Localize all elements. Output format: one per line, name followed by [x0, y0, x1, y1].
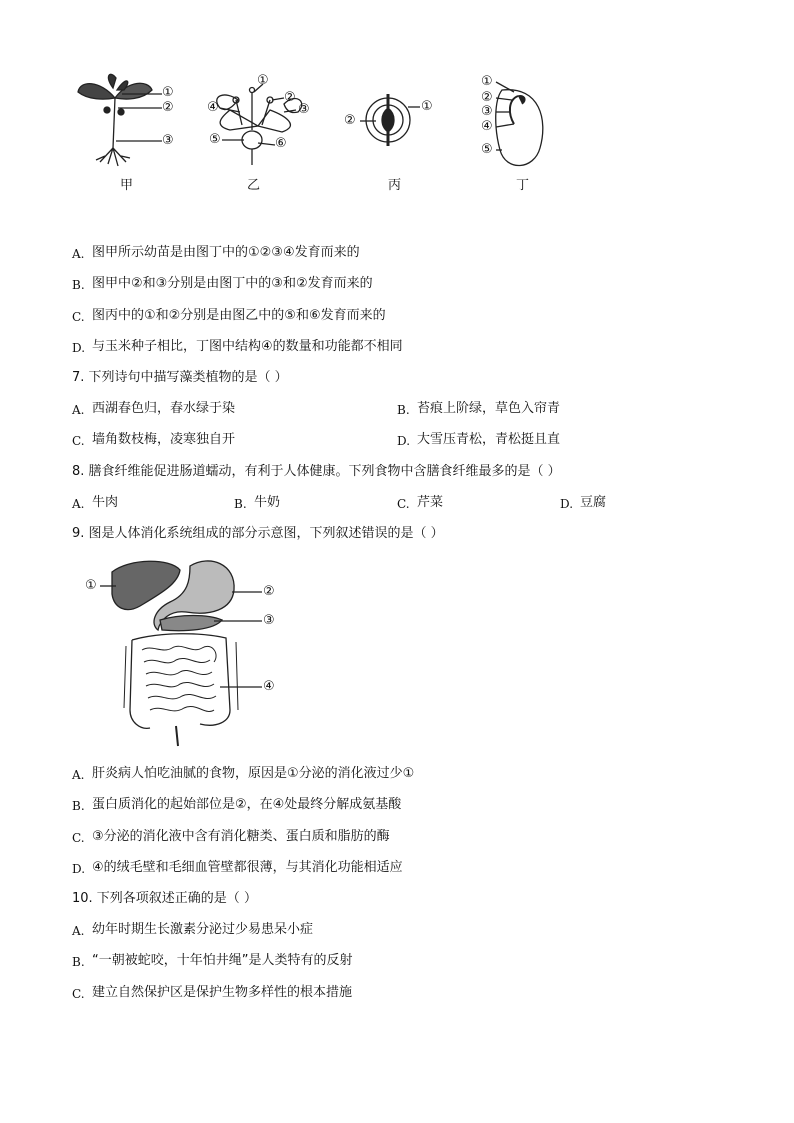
q8-option-d-text: 豆腐	[580, 495, 607, 510]
q7-option-c-key: C.	[72, 434, 85, 448]
seedling-marker-3: ③	[162, 133, 174, 148]
q10-option-b-key: B.	[72, 955, 85, 969]
q9-option-d-text: ④的绒毛壁和毛细血管壁都很薄，与其消化功能相适应	[92, 860, 403, 875]
digestive-marker-4: ④	[263, 679, 275, 694]
q7-option-c-text: 墙角数枝梅，凌寒独自开	[92, 432, 236, 447]
fruit-drawing	[360, 94, 420, 146]
digestive-marker-3: ③	[263, 613, 275, 628]
figure-label-ding: 丁	[516, 178, 530, 193]
seed-drawing	[496, 82, 543, 166]
q10-option-c-key: C.	[72, 987, 85, 1001]
seedling-marker-1: ①	[162, 85, 174, 100]
flower-marker-3: ③	[298, 102, 310, 117]
q6-option-c-text: 图丙中的①和②分别是由图乙中的⑤和⑥发育而来的	[92, 308, 386, 323]
q10-option-c-text: 建立自然保护区是保护生物多样性的根本措施	[92, 985, 353, 1000]
digestive-system-figure	[0, 550, 794, 750]
q7-stem: 7. 下列诗句中描写藻类植物的是（ ）	[72, 370, 288, 385]
digestive-marker-1: ①	[85, 578, 97, 593]
q9-stem: 9. 图是人体消化系统组成的部分示意图，下列叙述错误的是（ ）	[72, 526, 444, 541]
q8-stem: 8. 膳食纤维能促进肠道蠕动，有利于人体健康。下列食物中含膳食纤维最多的是（ ）	[72, 464, 561, 479]
flower-marker-4: ④	[207, 100, 219, 115]
q6-option-b-key: B.	[72, 278, 85, 292]
q8-option-b-text: 牛奶	[254, 495, 281, 510]
q7-option-b-text: 苔痕上阶绿，草色入帘青	[417, 401, 561, 416]
seed-marker-3: ③	[481, 104, 493, 119]
q10-option-a-text: 幼年时期生长激素分泌过少易患呆小症	[92, 922, 314, 937]
q8-option-d-key: D.	[560, 497, 574, 511]
q6-option-d-key: D.	[72, 341, 86, 355]
q7-option-d-text: 大雪压青松，青松挺且直	[417, 432, 561, 447]
q9-option-a-key: A.	[72, 768, 85, 782]
flower-marker-2: ②	[284, 90, 296, 105]
seedling-drawing	[78, 74, 162, 166]
q6-option-a-key: A.	[72, 247, 85, 261]
q8-option-c-text: 芹菜	[417, 495, 444, 510]
seed-marker-2: ②	[481, 90, 493, 105]
flower-marker-6: ⑥	[275, 136, 287, 151]
q6-option-a-text: 图甲所示幼苗是由图丁中的①②③④发育而来的	[92, 245, 360, 260]
plant-structure-figure	[0, 0, 794, 200]
q9-option-a-text: 肝炎病人怕吃油腻的食物，原因是①分泌的消化液过少①	[92, 766, 415, 781]
q6-option-c-key: C.	[72, 310, 85, 324]
q8-option-a-text: 牛肉	[92, 495, 119, 510]
digestive-marker-2: ②	[263, 584, 275, 599]
q6-option-b-text: 图甲中②和③分别是由图丁中的③和②发育而来的	[92, 276, 373, 291]
figure-label-jia: 甲	[120, 178, 134, 193]
q8-option-a-key: A.	[72, 497, 85, 511]
q10-stem: 10. 下列各项叙述正确的是（ ）	[72, 891, 257, 906]
fruit-marker-2: ②	[344, 113, 356, 128]
seed-marker-5: ⑤	[481, 142, 493, 157]
q9-option-b-key: B.	[72, 799, 85, 813]
figure-label-yi: 乙	[247, 178, 261, 193]
q8-option-c-key: C.	[397, 497, 410, 511]
q7-option-a-text: 西湖春色归，春水绿于染	[92, 401, 236, 416]
figure-label-bing: 丙	[388, 178, 402, 193]
fruit-marker-1: ①	[421, 99, 433, 114]
q9-option-d-key: D.	[72, 862, 86, 876]
seed-marker-1: ①	[481, 74, 493, 89]
q10-option-a-key: A.	[72, 924, 85, 938]
q9-option-c-key: C.	[72, 831, 85, 845]
seed-marker-4: ④	[481, 119, 493, 134]
q7-option-b-key: B.	[397, 403, 410, 417]
q7-option-d-key: D.	[397, 434, 411, 448]
flower-marker-1: ①	[257, 73, 269, 88]
q8-option-b-key: B.	[234, 497, 247, 511]
q9-option-b-text: 蛋白质消化的起始部位是②，在④处最终分解成氨基酸	[92, 797, 402, 812]
flower-marker-5: ⑤	[209, 132, 221, 147]
q7-option-a-key: A.	[72, 403, 85, 417]
seedling-marker-2: ②	[162, 100, 174, 115]
q6-option-d-text: 与玉米种子相比，丁图中结构④的数量和功能都不相同	[92, 339, 403, 354]
q9-option-c-text: ③分泌的消化液中含有消化糖类、蛋白质和脂肪的酶	[92, 829, 390, 844]
q10-option-b-text: “一朝被蛇咬，十年怕井绳”是人类特有的反射	[92, 953, 353, 968]
